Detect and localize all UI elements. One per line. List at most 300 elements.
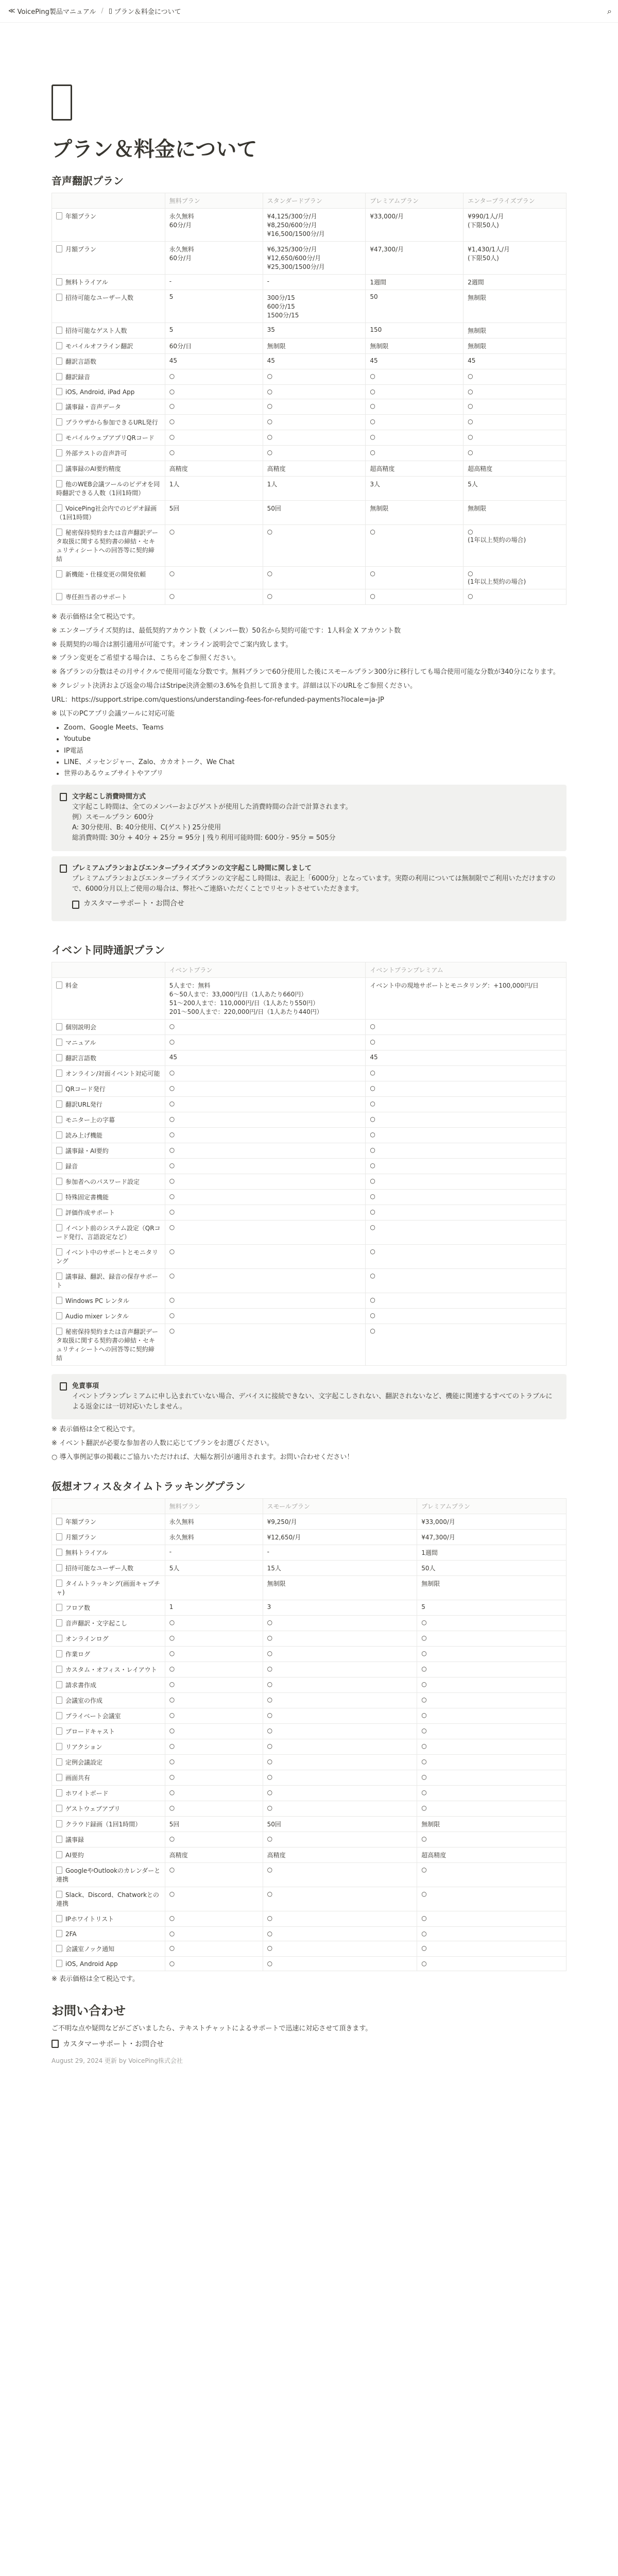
callout-time-consumption-title: 文字起こし消費時間方式 — [72, 792, 146, 801]
table-row — [52, 385, 566, 399]
row-page-icon — [56, 1564, 62, 1571]
table-row — [52, 1662, 566, 1677]
table-cell: ¥47,300/月 — [417, 1530, 566, 1545]
row-label — [52, 1514, 165, 1530]
row-label-text: 画面共有 — [65, 1774, 91, 1782]
table-cell: 3 — [263, 1600, 417, 1616]
table-cell: 高精度 — [165, 1848, 263, 1863]
row-label-text: QRコード発行 — [65, 1085, 106, 1093]
row-label-text: AI要約 — [65, 1852, 84, 1859]
table-cell: ○ — [165, 1035, 366, 1050]
row-label — [52, 1050, 165, 1065]
note-line: ※ 表示価格は全て税込です。 — [52, 1426, 139, 1434]
table-cell: ○ — [165, 1220, 366, 1244]
row-label-text: 秘密保持契約または音声翻訳データ取扱に関する契約書の締結・セキュリティシートへの回答等に契約締結 — [56, 1328, 159, 1362]
table-cell: ○ — [263, 1770, 417, 1786]
table-cell: ○ — [263, 1911, 417, 1927]
table-cell: 無制限 — [417, 1817, 566, 1832]
table-row — [52, 1324, 566, 1365]
row-label-text: ホワイトボード — [65, 1790, 109, 1798]
table-cell: ○ — [366, 589, 464, 605]
breadcrumb — [6, 5, 183, 17]
row-label-text: 年額プラン — [65, 1518, 97, 1526]
row-label — [52, 385, 165, 399]
search-icon[interactable]: ⌕ — [607, 6, 612, 16]
row-page-icon — [56, 504, 62, 512]
table-cell: ○ — [165, 1127, 366, 1143]
table-cell: ○ — [417, 1927, 566, 1941]
row-label-text: モバイルオフライン翻訳 — [65, 343, 133, 350]
table-row — [52, 242, 566, 275]
row-label-text: 議事録 — [65, 1836, 84, 1844]
row-label-text: 音声翻訳・文字起こし — [65, 1620, 128, 1628]
table-cell: 150 — [366, 323, 464, 338]
row-label — [52, 1308, 165, 1324]
table-cell: ○ — [165, 525, 263, 567]
row-page-icon — [56, 1805, 62, 1812]
callout-line: 総消費時間: 30分 + 40分 + 25分 = 95分 | 残り利用可能時間: 600分 - 95分 = 505分 — [72, 834, 336, 842]
virtual-office-note: ※ 表示価格は全て税込です。 — [52, 1975, 139, 1984]
table-row — [52, 1801, 566, 1817]
callout-disclaimer-title: 免責事項 — [72, 1382, 99, 1390]
table-cell: ○ — [165, 1887, 263, 1911]
row-label — [52, 1786, 165, 1801]
table-cell: ○ — [263, 1662, 417, 1677]
breadcrumb-page[interactable]: ▯ プラン＆料金について — [108, 7, 181, 16]
table-cell: ○ — [366, 1244, 566, 1268]
note-line: ※ イベント翻訳が必要な参加者の人数に応じてプランをお選びください。 — [52, 1439, 274, 1447]
voice-translation-table — [52, 193, 566, 605]
table-cell: ○ — [263, 430, 366, 446]
table-cell: ○ — [417, 1801, 566, 1817]
row-label — [52, 1205, 165, 1220]
row-label-text: VoicePing社会内でのビデオ録画（1回1時間） — [56, 505, 157, 521]
row-label — [52, 1724, 165, 1739]
table-cell: ○ — [366, 399, 464, 415]
callout-premium-time-title: プレミアムプランおよびエンタープライズプランの文字起こし時間に関しまして — [72, 864, 312, 872]
row-page-icon — [56, 1178, 62, 1185]
table-cell: ○ — [165, 1096, 366, 1112]
table-row — [52, 1887, 566, 1911]
row-label — [52, 1019, 165, 1035]
support-link[interactable]: カスタマーサポート・お問合せ — [72, 899, 558, 910]
column-header — [52, 962, 165, 977]
table-cell: 35 — [263, 323, 366, 338]
table-cell: ○ — [165, 1786, 263, 1801]
row-label-text: イベント中のサポートとモニタリング — [56, 1248, 159, 1265]
note-line: ※ クレジット決済および返金の場合はStripe決済金額の3.6%を負担して頂きます。詳細は以下のURLをご参照ください。 — [52, 682, 417, 690]
updated-footer: August 29, 2024 更新 by VoicePing株式会社 — [52, 2057, 183, 2065]
table-cell: 永久無料 60分/月 — [165, 242, 263, 275]
table-cell: ○ — [263, 1739, 417, 1755]
table-cell: ○ — [417, 1957, 566, 1971]
voiceping-logo-icon: ≪ — [8, 7, 15, 15]
table-cell: ○ (1年以上契約の場合) — [464, 525, 566, 567]
table-cell: 5 — [165, 323, 263, 338]
table-cell: ○ — [417, 1677, 566, 1693]
table-cell: ○ — [366, 446, 464, 461]
row-page-icon — [56, 1650, 62, 1657]
table-row — [52, 275, 566, 290]
table-cell: 無制限 — [464, 323, 566, 338]
table-cell: 永久無料 — [165, 1514, 263, 1530]
table-cell: ○ — [165, 1631, 263, 1647]
table-cell: ○ — [366, 1268, 566, 1293]
table-row — [52, 1035, 566, 1050]
table-cell: 45 — [165, 354, 263, 369]
table-cell: ○ — [417, 1770, 566, 1786]
table-row — [52, 1677, 566, 1693]
table-cell: ○ — [366, 430, 464, 446]
row-label-text: 2FA — [65, 1930, 77, 1938]
table-cell: ○ — [165, 1724, 263, 1739]
table-cell: ○ — [263, 1724, 417, 1739]
row-page-icon — [56, 418, 62, 426]
row-label-text: 評価作成サポート — [65, 1209, 115, 1216]
row-label — [52, 1244, 165, 1268]
table-cell: 5 — [165, 290, 263, 323]
table-row — [52, 1832, 566, 1848]
callout-premium-time-text: プレミアムプランおよびエンタープライズプランの文字起こし時間は、表記上「6000分」となっています。実際の利用については無制限でご利用いただけますので、6000分月以上ご使用の場合は、弊社へご連絡いただくことでリセットさせていただきます。 — [72, 874, 556, 893]
table-cell: ○ — [417, 1616, 566, 1631]
contact-support-link[interactable]: カスタマーサポート・お問合せ — [52, 2039, 566, 2049]
row-label-text: オンライン/対面イベント対応可能 — [65, 1070, 160, 1077]
table-cell: ○ — [366, 1065, 566, 1081]
table-cell: ○ — [417, 1724, 566, 1739]
table-cell: ○ — [417, 1662, 566, 1677]
row-label — [52, 1112, 165, 1127]
row-label — [52, 1801, 165, 1817]
table-cell: ○ — [366, 385, 464, 399]
table-cell: ○ — [417, 1941, 566, 1957]
table-cell: ○ — [263, 1887, 417, 1911]
row-page-icon — [56, 1820, 62, 1827]
row-page-icon — [56, 1209, 62, 1216]
row-label — [52, 1832, 165, 1848]
table-cell: ¥12,650/月 — [263, 1530, 417, 1545]
row-label — [52, 1677, 165, 1693]
table-cell: ○ — [263, 1832, 417, 1848]
row-label-text: 月額プラン — [65, 246, 97, 253]
table-cell: ○ — [366, 1081, 566, 1096]
list-item: • 世界のあるウェブサイトやアプリ — [64, 768, 566, 779]
row-page-icon — [56, 1549, 62, 1556]
table-cell: 45 — [165, 1050, 366, 1065]
table-row — [52, 1065, 566, 1081]
table-cell: ○ — [366, 1220, 566, 1244]
row-label-text: 翻訳言語数 — [65, 358, 97, 365]
row-page-icon — [56, 981, 62, 989]
table-cell: ○ — [417, 1631, 566, 1647]
row-label — [52, 399, 165, 415]
list-item: • LINE、メッセンジャー、Zalo、カカオトーク、We Chat — [64, 757, 566, 768]
table-cell: ○ — [165, 1205, 366, 1220]
row-label — [52, 415, 165, 430]
row-label — [52, 1817, 165, 1832]
table-cell: ¥4,125/300分/月 ¥8,250/600分/月 ¥16,500/1500分/月 — [263, 209, 366, 242]
row-page-icon — [56, 1162, 62, 1170]
row-page-icon — [56, 1789, 62, 1797]
table-cell: ○ — [165, 1158, 366, 1174]
table-cell: 45 — [366, 354, 464, 369]
table-row — [52, 1244, 566, 1268]
row-label — [52, 1174, 165, 1189]
row-page-icon — [56, 1070, 62, 1077]
row-label — [52, 1693, 165, 1708]
row-label-text: GoogleやOutlookのカレンダーと連携 — [56, 1867, 161, 1884]
table-cell: ○ (1年以上契約の場合) — [464, 567, 566, 589]
table-cell: ○ — [165, 1112, 366, 1127]
page-content — [0, 23, 618, 2096]
table-row — [52, 1174, 566, 1189]
table-cell: 無制限 — [464, 290, 566, 323]
row-page-icon — [56, 1580, 62, 1587]
table-row — [52, 323, 566, 338]
table-cell: 45 — [366, 1050, 566, 1065]
table-cell: ○ — [165, 385, 263, 399]
column-header: プレミアムプラン — [417, 1499, 566, 1514]
row-label — [52, 1770, 165, 1786]
row-page-icon — [56, 1867, 62, 1874]
row-page-icon — [56, 388, 62, 395]
table-cell: - — [263, 1545, 417, 1561]
table-cell: 60分/日 — [165, 338, 263, 354]
row-label — [52, 1848, 165, 1863]
table-row — [52, 209, 566, 242]
row-label — [52, 1324, 165, 1365]
row-label — [52, 1220, 165, 1244]
table-cell: ○ — [366, 1189, 566, 1205]
row-label-text: ブラウザから参加できるURL発行 — [65, 419, 158, 426]
row-label-text: マニュアル — [65, 1039, 96, 1046]
row-label — [52, 1616, 165, 1631]
row-label — [52, 1957, 165, 1971]
table-cell: ○ — [464, 415, 566, 430]
row-label-text: 招待可能なユーザー人数 — [65, 1565, 134, 1572]
table-cell: ○ — [366, 1143, 566, 1158]
table-row — [52, 1308, 566, 1324]
row-page-icon — [56, 1054, 62, 1061]
row-label — [52, 1096, 165, 1112]
section-title-virtual-office: 仮想オフィス＆タイムトラッキングプラン — [52, 1480, 246, 1493]
list-item: • IP電話 — [64, 745, 566, 757]
table-cell: ○ — [165, 1677, 263, 1693]
callout-line: 文字起こし時間は、全てのメンバーおよびゲストが使用した消費時間の合計で計算されます。 — [72, 803, 352, 811]
table-cell: ○ — [165, 1143, 366, 1158]
callout-line: 例）スモールプラン 600分 — [72, 814, 154, 822]
table-row — [52, 446, 566, 461]
row-label — [52, 1545, 165, 1561]
table-cell: ○ — [165, 1801, 263, 1817]
row-label-text: 議事録のAI要約精度 — [65, 465, 121, 472]
table-cell: 5人 — [165, 1561, 263, 1576]
row-label — [52, 1887, 165, 1911]
table-cell: ¥990/1人/月 (下限50人) — [464, 209, 566, 242]
row-label-text: 翻訳録音 — [65, 374, 91, 381]
table-cell: ○ — [165, 369, 263, 385]
row-label — [52, 1081, 165, 1096]
row-page-icon — [56, 1116, 62, 1123]
table-cell: ¥6,325/300分/月 ¥12,650/600分/月 ¥25,300/1500分/月 — [263, 242, 366, 275]
table-cell: ○ — [165, 415, 263, 430]
table-cell: ○ — [263, 385, 366, 399]
table-row — [52, 1112, 566, 1127]
note-line: URL：https://support.stripe.com/questions/understanding-fees-for-refunded-payments?locale=ja-JP — [52, 696, 384, 704]
callout-line: A: 30分使用、B: 40分使用、C(ゲスト) 25分使用 — [72, 824, 221, 832]
table-cell: ○ — [165, 1911, 263, 1927]
row-label-text: リアクション — [65, 1743, 102, 1751]
row-label-text: iOS, Android App — [65, 1960, 118, 1968]
row-label — [52, 461, 165, 477]
row-label — [52, 1662, 165, 1677]
table-cell: ○ — [366, 1035, 566, 1050]
row-label-text: クラウド録画（1回1時間） — [65, 1821, 142, 1828]
table-cell: ¥33,000/月 — [417, 1514, 566, 1530]
row-label-text: モニター上の字幕 — [65, 1116, 115, 1124]
info-icon — [60, 865, 67, 873]
table-cell: 5回 — [165, 1817, 263, 1832]
table-cell: ○ — [464, 399, 566, 415]
table-row — [52, 290, 566, 323]
row-page-icon — [56, 403, 62, 410]
table-cell: ○ — [263, 1708, 417, 1724]
table-cell: ○ — [366, 525, 464, 567]
table-cell: ○ — [366, 567, 464, 589]
row-page-icon — [56, 1100, 62, 1108]
table-cell: ○ — [263, 1616, 417, 1631]
info-icon — [60, 793, 67, 801]
row-label-text: フロア数 — [65, 1604, 91, 1612]
row-page-icon — [56, 570, 62, 578]
row-page-icon — [56, 1743, 62, 1750]
row-label-text: 新機能・仕様変更の開発依頼 — [65, 571, 146, 578]
table-cell: ○ — [263, 1786, 417, 1801]
table-row — [52, 1911, 566, 1927]
row-label-text: 読み上げ機能 — [65, 1131, 103, 1139]
contact-title: お問い合わせ — [52, 2004, 126, 2019]
table-cell: ○ — [165, 1081, 366, 1096]
table-row — [52, 430, 566, 446]
row-label — [52, 525, 165, 567]
row-label — [52, 1863, 165, 1887]
table-row — [52, 1205, 566, 1220]
callout-premium-time — [52, 856, 566, 921]
table-cell: ○ — [165, 1174, 366, 1189]
table-row — [52, 399, 566, 415]
table-row — [52, 1050, 566, 1065]
table-row — [52, 1514, 566, 1530]
row-label-text: 料金 — [65, 981, 78, 989]
table-row — [52, 1863, 566, 1887]
table-cell: ○ — [417, 1647, 566, 1662]
breadcrumb-brand[interactable]: ≪ VoicePing製品マニュアル — [8, 7, 96, 16]
row-page-icon — [56, 212, 62, 219]
row-label-text: Slack、Discord、Chatworkとの連携 — [56, 1891, 160, 1908]
table-row — [52, 1848, 566, 1863]
note-line: ※ 表示価格は全て税込です。 — [52, 613, 139, 621]
table-cell: 1 — [165, 1600, 263, 1616]
table-cell: ○ — [165, 1647, 263, 1662]
column-header — [52, 1499, 165, 1514]
table-cell: ¥9,250/月 — [263, 1514, 417, 1530]
table-cell: ○ — [464, 589, 566, 605]
row-label-text: カスタム・オフィス・レイアウト — [65, 1666, 157, 1674]
table-row — [52, 1786, 566, 1801]
table-cell: ○ — [263, 567, 366, 589]
table-row — [52, 1545, 566, 1561]
row-page-icon — [56, 1851, 62, 1858]
table-cell: ○ — [263, 1863, 417, 1887]
row-label-text: 無料トライアル — [65, 1549, 108, 1557]
row-label — [52, 1189, 165, 1205]
row-label — [52, 369, 165, 385]
row-page-icon — [56, 1758, 62, 1766]
pc-app-list — [64, 722, 566, 779]
table-cell: ○ — [165, 1308, 366, 1324]
table-cell: ○ — [165, 1616, 263, 1631]
table-cell: 45 — [263, 354, 366, 369]
row-label — [52, 1561, 165, 1576]
table-cell: ○ — [165, 1662, 263, 1677]
table-cell: ○ — [417, 1739, 566, 1755]
row-label — [52, 1755, 165, 1770]
row-label-text: 作業ログ — [65, 1651, 91, 1658]
table-cell: 超高精度 — [464, 461, 566, 477]
row-label-text: 招待可能なユーザー人数 — [65, 294, 134, 301]
table-row — [52, 338, 566, 354]
table-cell: ○ — [165, 1189, 366, 1205]
table-cell: ○ — [417, 1708, 566, 1724]
row-page-icon — [56, 1533, 62, 1540]
table-cell: ○ — [366, 1112, 566, 1127]
table-cell: ○ — [464, 369, 566, 385]
table-cell: 1週間 — [366, 275, 464, 290]
table-cell: ○ — [464, 446, 566, 461]
row-label-text: オンラインログ — [65, 1635, 109, 1643]
row-page-icon — [56, 1681, 62, 1688]
table-row — [52, 1817, 566, 1832]
row-page-icon — [56, 1131, 62, 1139]
table-cell: ○ — [263, 446, 366, 461]
row-label-text: 特殊固定書機能 — [65, 1193, 109, 1201]
table-cell: ○ — [366, 1308, 566, 1324]
table-row — [52, 1019, 566, 1035]
table-row — [52, 1127, 566, 1143]
table-cell: ¥33,000/月 — [366, 209, 464, 242]
table-row — [52, 1158, 566, 1174]
table-cell: ○ — [263, 1801, 417, 1817]
row-page-icon — [56, 327, 62, 334]
table-cell: ○ — [366, 369, 464, 385]
table-cell: ○ — [366, 1096, 566, 1112]
table-cell: ○ — [417, 1911, 566, 1927]
row-label-text: 秘密保持契約または音声翻訳データ取扱に関する契約書の締結・セキュリティシートへの回答等に契約締結 — [56, 529, 159, 563]
table-cell: ○ — [464, 430, 566, 446]
table-row — [52, 1941, 566, 1957]
row-page-icon — [56, 1147, 62, 1154]
row-label-text: 無料トライアル — [65, 279, 108, 286]
row-label — [52, 1530, 165, 1545]
list-item: • Zoom、Google Meets、Teams — [64, 722, 566, 734]
row-label-text: 定例会議設定 — [65, 1759, 103, 1767]
table-cell: ○ — [263, 369, 366, 385]
row-page-icon — [56, 1619, 62, 1626]
table-cell: 高精度 — [165, 461, 263, 477]
row-label-text: 他のWEB会議ツールのビデオを同時翻訳できる人数（1回1時間） — [56, 481, 160, 497]
table-row — [52, 1600, 566, 1616]
table-cell: 超高精度 — [366, 461, 464, 477]
table-cell: ○ — [263, 399, 366, 415]
